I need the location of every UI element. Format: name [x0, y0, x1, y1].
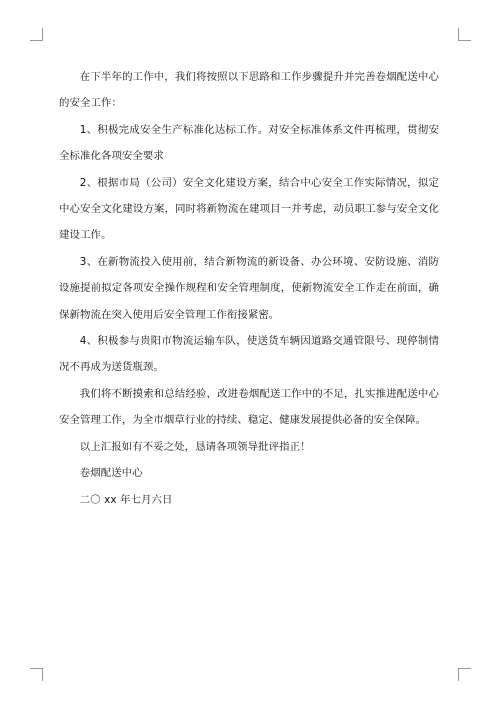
- item-1-paragraph: 1、积极完成安全生产标准化达标工作。对安全标准体系文件再梳理，贯彻安全标准化各项安全要求: [59, 123, 439, 163]
- document-date: 二〇 xx 年七月六日: [79, 493, 173, 506]
- crop-mark-top-left: [30, 28, 43, 41]
- item-4-paragraph: 4、积极参与贵阳市物流运输车队，使送货车辆因道路交通管限号、现停制情况不再成为送货瓶颈。: [59, 335, 439, 374]
- crop-mark-top-right: [458, 28, 471, 41]
- signature: 卷烟配送中心: [79, 467, 143, 480]
- item-2-paragraph: 2、根据市局（公司）安全文化建设方案，结合中心安全工作实际情况，拟定中心安全文化建设方案，同时将新物流在建项目一并考虑，动员职工参与安全文化建设工作。: [59, 176, 439, 242]
- closing-paragraph: 以上汇报如有不妥之处，恳请各项领导批评指正！: [79, 440, 311, 453]
- document-body: [59, 64, 439, 513]
- item-3-paragraph: 3、在新物流投入使用前，结合新物流的新设备、办公环境、安防设施、消防设施提前拟定各项安全操作规程和安全管理制度，使新物流安全工作走在前面，确保新物流在突入使用后安全管理工作衔接紧密。: [59, 255, 439, 321]
- intro-paragraph: 在下半年的工作中，我们将按照以下思路和工作步骤提升并完善卷烟配送中心的安全工作：: [59, 71, 439, 110]
- crop-mark-bottom-right: [458, 668, 471, 681]
- crop-mark-bottom-left: [30, 668, 43, 681]
- summary-paragraph: 我们将不断摸索和总结经验，改进卷烟配送工作中的不足，扎实推进配送中心安全管理工作，为全市烟草行业的持续、稳定、健康发展提供必备的安全保障。: [59, 387, 439, 427]
